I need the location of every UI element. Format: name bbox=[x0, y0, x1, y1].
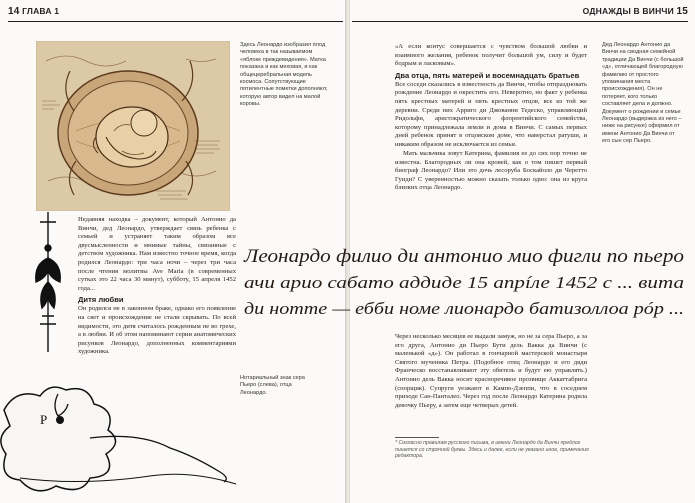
section-paragraph: Он родился не в законном браке, однако его появление на свет и происхождение не стали скрывать. По всей видимости, это дитя считалось рожденным не во грехе, а в любви. И об этом напоминают серии анатомических рисунков Леонардо, дополненных комментариями художника. bbox=[78, 305, 236, 356]
notary-sign-mark: P bbox=[40, 412, 48, 427]
spire-illustration bbox=[26, 212, 70, 356]
left-chapter: ГЛАВА 1 bbox=[22, 6, 60, 16]
right-para-2: Мать мальчика зовут Катерина, фамилия ее до сих пор точно не известна. Благородных ли она кровей, как о том пишет первый биограф Леонардо? Или это дочь лесоруба Боскайоло ди Черетто Гуиди? С уверенностью можно сказать только одно: она из круга близких отца Леонардо. bbox=[395, 150, 587, 192]
intro-paragraph: Недавняя находка – документ, который Антонио да Винчи, дед Леонардо, утверждает связь ребенка с семьей и устраняет таким образом все двусмысленности и мнимые тайны, связанные с детством художника. Нам известно точное время, когда родился Леонардо: три часа ночи – через три часа после чтения молитвы Ave Maria (в современных сутках это 22 часа 30 минут), субботу, 15 апреля 1452 года... bbox=[78, 216, 236, 292]
right-para-3: Через несколько месяцев ее выдали замуж, но не за сера Пьеро, а за его друга, Антонио ди Пьеро Бути дель Вакка да Винчи (с маленькой «д»). Он работал в гончарной мастерской монастыря Святого мученика Петра. (Подобное отец Леонардо и его дяди Франческо восстанавливают эту обитель и будут ею управлять.) Антонио дель Вакка носит красноречивое прозвище Аккаттабрига (спорщик). Супруги уезжают в Кампо-Дзеппи, что в соседнем приходе Сан-Панталео. Через год после Леонардо Катерина родила девочку Пьеру, а затем еще четверых детей. bbox=[395, 333, 587, 409]
left-header bbox=[8, 6, 59, 20]
right-title: ОДНАЖДЫ В ВИНЧИ bbox=[582, 6, 674, 16]
embryo-drawing bbox=[36, 41, 230, 211]
footnote-marker: * bbox=[395, 440, 399, 446]
right-heading: Два отца, пять матерей и восемнадцать братьев bbox=[395, 70, 580, 80]
notary-sign bbox=[0, 350, 240, 500]
right-bottom-text bbox=[395, 333, 587, 411]
right-sidebar: Дед Леонардо Антонио да Винчи на сводная семейной традиции Да Винчи (с большой «д», отличающей благородную фамилию от простого упоминания места происхождения). Он не потеряет, кого только составляет дела и должно. Документ о рождении и семье Леонардо (выдержка из него – ниже на рисунке) оформил от имени Антонио Да Винчи от его сын сер Пьеро. bbox=[602, 42, 684, 145]
right-header bbox=[350, 6, 688, 20]
right-page-number: 15 bbox=[676, 6, 688, 17]
signature-caption: Нотариальный знак сера Пьеро (слева), отца Леонардо. bbox=[240, 375, 305, 396]
manuscript-strip bbox=[240, 236, 695, 324]
image-caption: Здесь Леонардо изобразил плод человека в так называемом «яблоке преждевидения». Матка показана и как меховая, и как общецеребральная модель космоса. Сопутствующие пятилентные пометки дополняют, которую автор видел на малой коровы. bbox=[240, 42, 328, 108]
footnote-text: Согласно правилам русского письма, в имени Леонардо да Винчи предлог пишется со строчной буквы. Здесь и далее, если не указано иное, примечания редактора. bbox=[395, 440, 589, 460]
manuscript-line-3: ди нотте — ебби номе лионардо батизоллоа рóр ... bbox=[244, 299, 684, 318]
right-para-1: Все соседи сказались в известность да Винчи, чтобы отпраздновать рождение Леонардо и окрестить его. Неверотно, но факт у ребенка пять крестных матерей и пять крестных отцов, все из той же деревни. Среди них Арриго ди Джованни Тедеско, управляющий Ридольфи, аристократического флорентийского семейства, которому принадлежала земли и дома в Винчи. С самых первых дней ребенок принят в отцовском доме, что наверстал ратуши, и никаким образом не исключается из семьи. bbox=[395, 80, 587, 148]
right-top-text bbox=[395, 43, 587, 194]
footnote bbox=[395, 440, 591, 460]
intro-text bbox=[78, 216, 236, 357]
left-page-number: 14 bbox=[8, 6, 20, 17]
manuscript-line-1: Леонардо филио ди антонио мио фигли по пьеро bbox=[242, 246, 684, 267]
quote-paragraph: «А если контус совершается с чувством большой любви и взаимного желания, ребенок получит большой ум, силу и будет бодрым и ласковым». bbox=[395, 43, 587, 68]
footnote-rule bbox=[395, 437, 439, 438]
manuscript-line-2: ачи арио сабато аддиде 15 апрíле 1452 с ... вита bbox=[244, 273, 684, 292]
left-header-rule bbox=[8, 21, 343, 22]
section-heading: Дитя любви bbox=[78, 295, 124, 305]
right-header-rule bbox=[352, 21, 688, 22]
